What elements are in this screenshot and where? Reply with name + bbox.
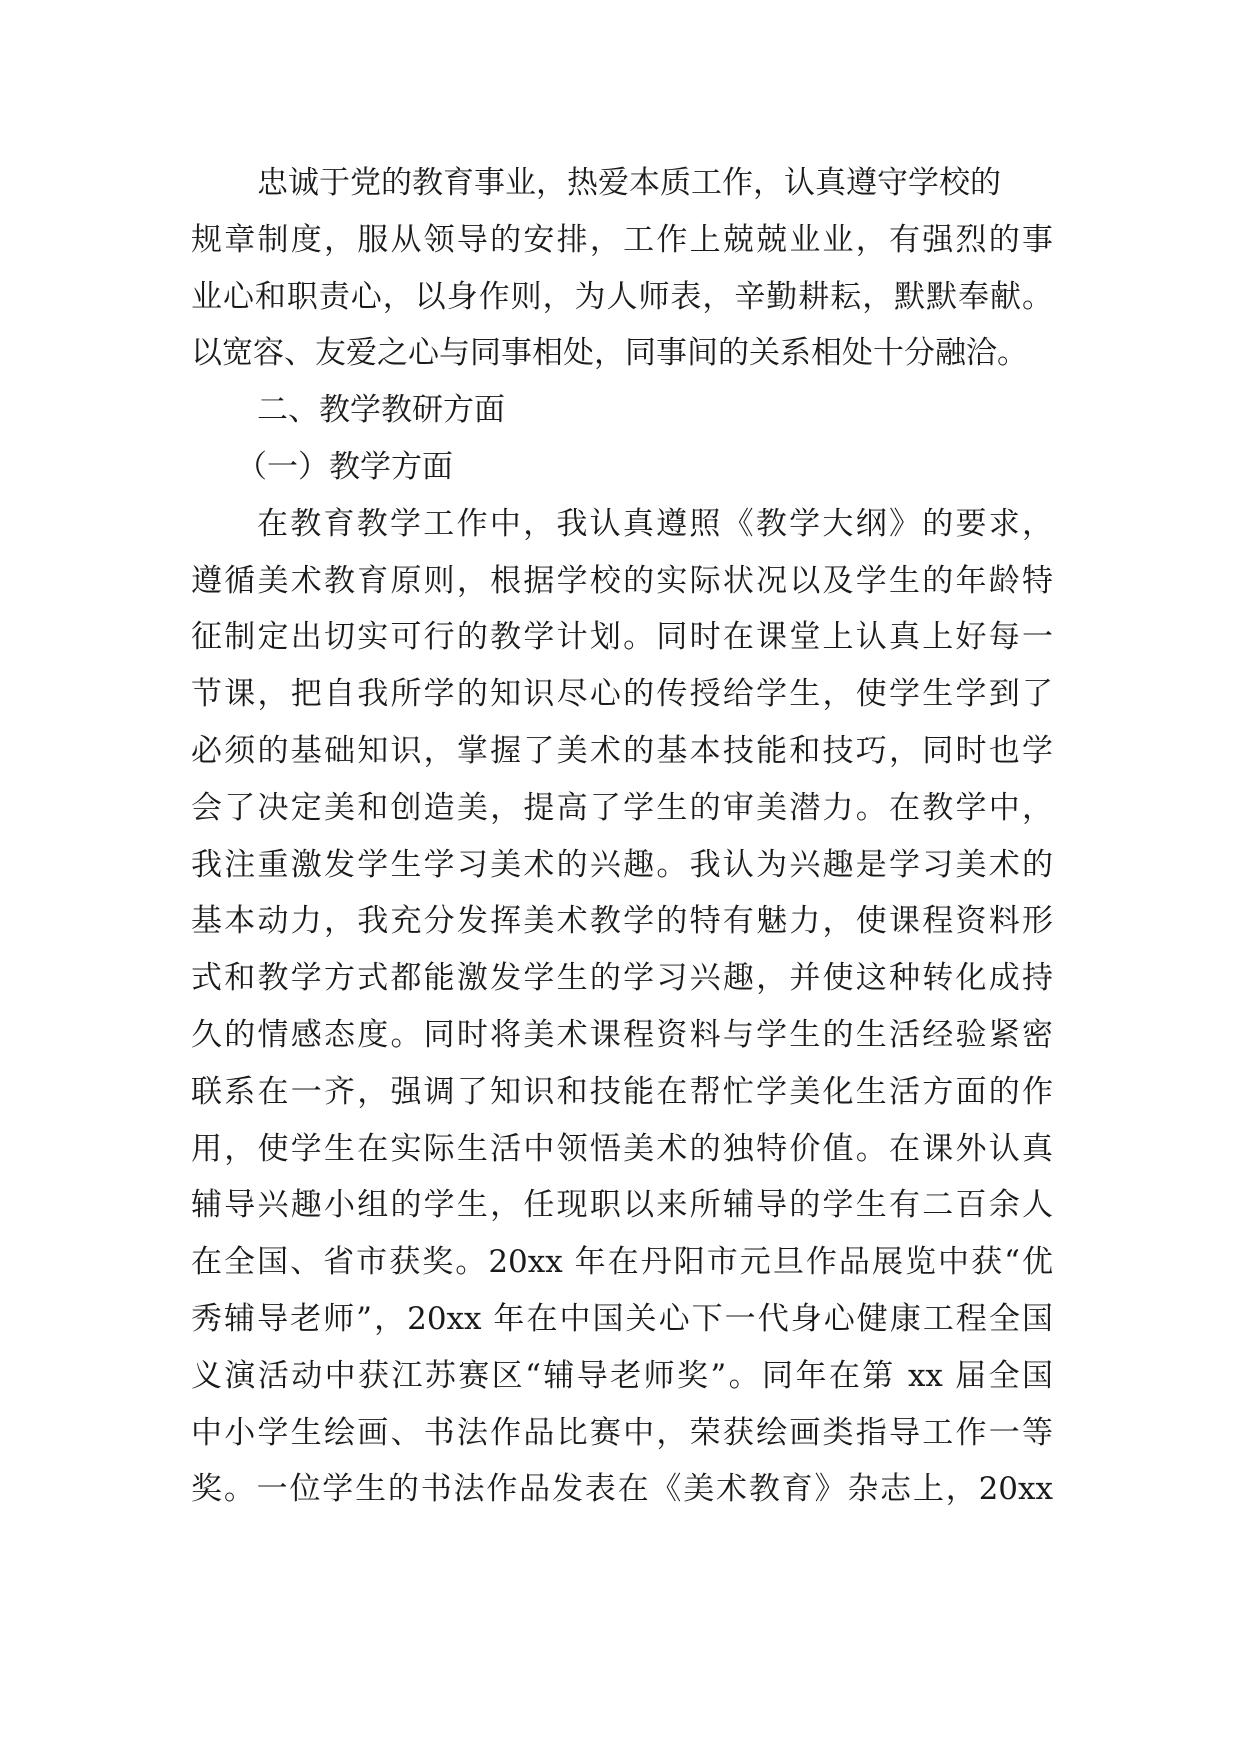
paragraph-2-line-10: 久的情感态度。同时将美术课程资料与学生的生活经验紧密 bbox=[191, 1016, 1053, 1053]
paragraph-2-line-12: 用，使学生在实际生活中领悟美术的独特价值。在课外认真 bbox=[191, 1130, 1053, 1167]
paragraph-2-line-6: 会了决定美和创造美，提高了学生的审美潜力。在教学中， bbox=[191, 789, 1053, 826]
paragraph-2-line-15: 秀辅导老师”，20xx 年在中国关心下一代身心健康工程全国 bbox=[191, 1300, 1053, 1337]
paragraph-2-line-4: 节课，把自我所学的知识尽心的传授给学生，使学生学到了 bbox=[191, 676, 1053, 713]
paragraph-1-line-4: 以宽容、友爱之心与同事相处，同事间的关系相处十分融洽。 bbox=[191, 335, 1028, 372]
paragraph-2-line-9: 式和教学方式都能激发学生的学习兴趣，并使这种转化成持 bbox=[191, 960, 1053, 997]
paragraph-2-line-7: 我注重激发学生学习美术的兴趣。我认为兴趣是学习美术的 bbox=[191, 846, 1053, 883]
section-heading: 二、教学教研方面 bbox=[257, 392, 505, 429]
document-body bbox=[191, 155, 1053, 1518]
paragraph-2-line-13: 辅导兴趣小组的学生，任现职以来所辅导的学生有二百余人 bbox=[191, 1187, 1053, 1224]
subsection-heading: （一）教学方面 bbox=[236, 448, 453, 485]
paragraph-1-line-2: 规章制度，服从领导的安排，工作上兢兢业业，有强烈的事 bbox=[191, 221, 1053, 258]
paragraph-1-line-3: 业心和职责心，以身作则，为人师表，辛勤耕耘，默默奉献。 bbox=[191, 278, 1053, 315]
paragraph-2-line-16: 义演活动中获江苏赛区“辅导老师奖”。同年在第 xx 届全国 bbox=[191, 1357, 1053, 1394]
paragraph-2-line-3: 征制定出切实可行的教学计划。同时在课堂上认真上好每一 bbox=[191, 619, 1053, 656]
paragraph-2-line-14: 在全国、省市获奖。20xx 年在丹阳市元旦作品展览中获“优 bbox=[191, 1244, 1053, 1281]
paragraph-2-line-11: 联系在一齐，强调了知识和技能在帮忙学美化生活方面的作 bbox=[191, 1073, 1053, 1110]
paragraph-2-line-1: 在教育教学工作中，我认真遵照《教学大纲》的要求， bbox=[257, 505, 1053, 542]
paragraph-2-line-18: 奖。一位学生的书法作品发表在《美术教育》杂志上，20xx bbox=[191, 1471, 1053, 1508]
paragraph-2-line-5: 必须的基础知识，掌握了美术的基本技能和技巧，同时也学 bbox=[191, 732, 1053, 769]
paragraph-2-line-2: 遵循美术教育原则，根据学校的实际状况以及学生的年龄特 bbox=[191, 562, 1053, 599]
paragraph-2-line-8: 基本动力，我充分发挥美术教学的特有魅力，使课程资料形 bbox=[191, 903, 1053, 940]
paragraph-2-line-17: 中小学生绘画、书法作品比赛中，荣获绘画类指导工作一等 bbox=[191, 1414, 1053, 1451]
paragraph-1-line-1: 忠诚于党的教育事业，热爱本质工作，认真遵守学校的 bbox=[257, 165, 1001, 201]
